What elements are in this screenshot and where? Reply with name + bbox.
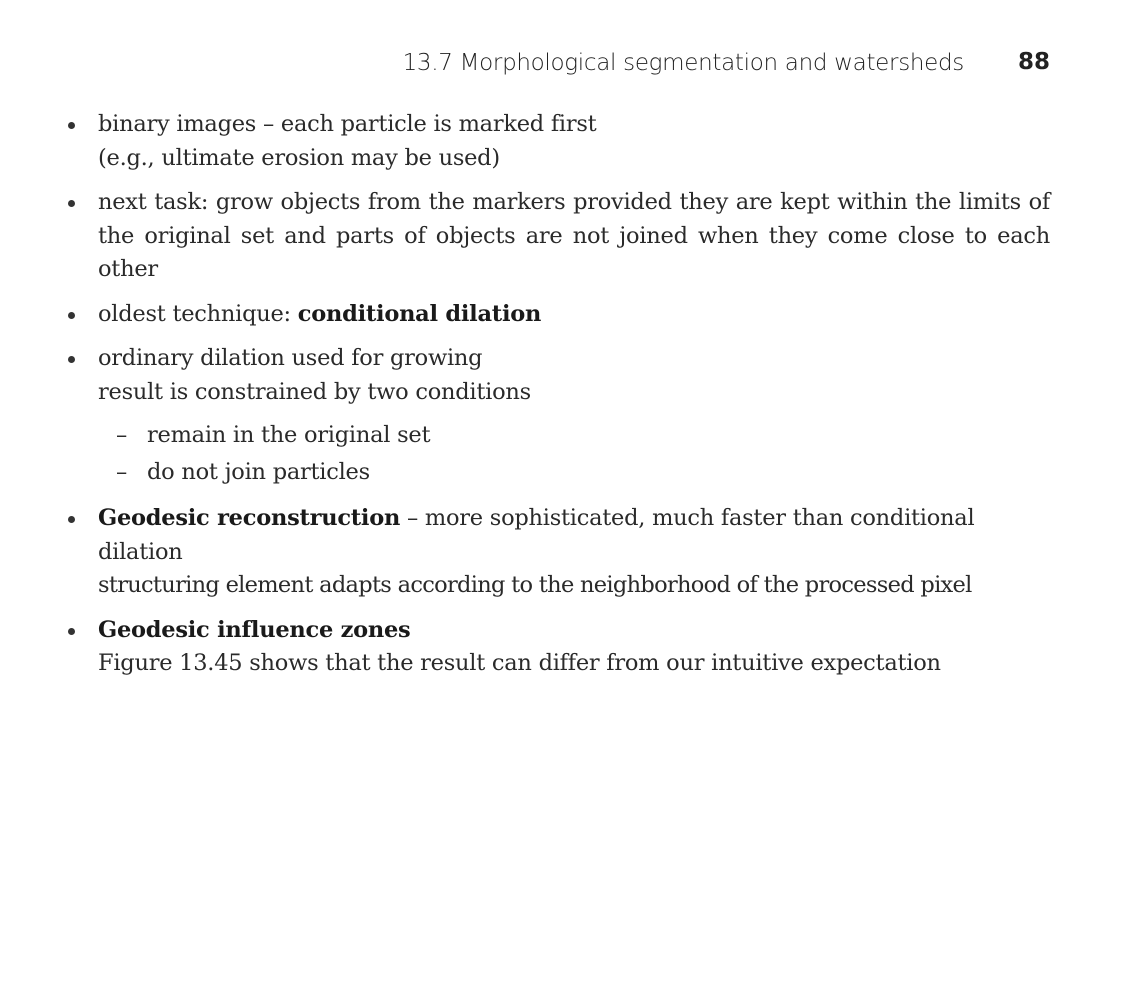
- bold-term: conditional dilation: [297, 300, 542, 327]
- item-text: (e.g., ultimate erosion may be used): [98, 144, 500, 171]
- bullet-list: [66, 108, 1050, 692]
- page-header: [0, 46, 1050, 82]
- dash-icon: –: [116, 422, 127, 448]
- sub-list: [98, 417, 1050, 491]
- bullet-icon: [68, 628, 75, 635]
- sub-item: [98, 454, 1050, 491]
- list-item-binary-images: [66, 108, 1050, 175]
- bullet-icon: [68, 516, 75, 523]
- bullet-icon: [68, 312, 75, 319]
- list-item-next-task: [66, 186, 1050, 287]
- page-number: 88: [1017, 49, 1050, 75]
- bold-term: Geodesic influence zones: [98, 616, 411, 643]
- bullet-icon: [68, 122, 75, 129]
- list-item-ordinary-dilation: [66, 342, 1050, 491]
- section-title: 13.7 Morphological segmentation and watersheds: [402, 50, 964, 76]
- list-item-geodesic-influence-zones: [66, 614, 1050, 681]
- bullet-icon: [68, 200, 75, 207]
- item-text: dilation: [98, 538, 183, 565]
- sub-item-text: remain in the original set: [147, 422, 431, 448]
- bullet-icon: [68, 356, 75, 363]
- item-text: binary images – each particle is marked first: [98, 111, 597, 137]
- bold-term: Geodesic reconstruction: [98, 505, 401, 531]
- list-item-geodesic-reconstruction: [66, 502, 1050, 603]
- item-text: ordinary dilation used for growing: [98, 345, 483, 371]
- item-text: Figure 13.45 shows that the result can differ from our intuitive expectation: [98, 650, 941, 676]
- item-text: result is constrained by two conditions: [98, 378, 531, 405]
- item-text: structuring element adapts according to the neighborhood of the processed pixel: [98, 572, 972, 598]
- item-text: – more sophisticated, much faster than conditional: [400, 505, 975, 531]
- list-item-oldest-technique: [66, 298, 1050, 332]
- dash-icon: –: [116, 459, 127, 485]
- item-text: oldest technique:: [98, 300, 298, 327]
- sub-item-text: do not join particles: [147, 459, 370, 485]
- sub-item: [98, 417, 1050, 454]
- item-text: next task: grow objects from the markers provided they are kept within the limits of the original set and parts of objects are not joined when they come close to each other: [98, 189, 1050, 282]
